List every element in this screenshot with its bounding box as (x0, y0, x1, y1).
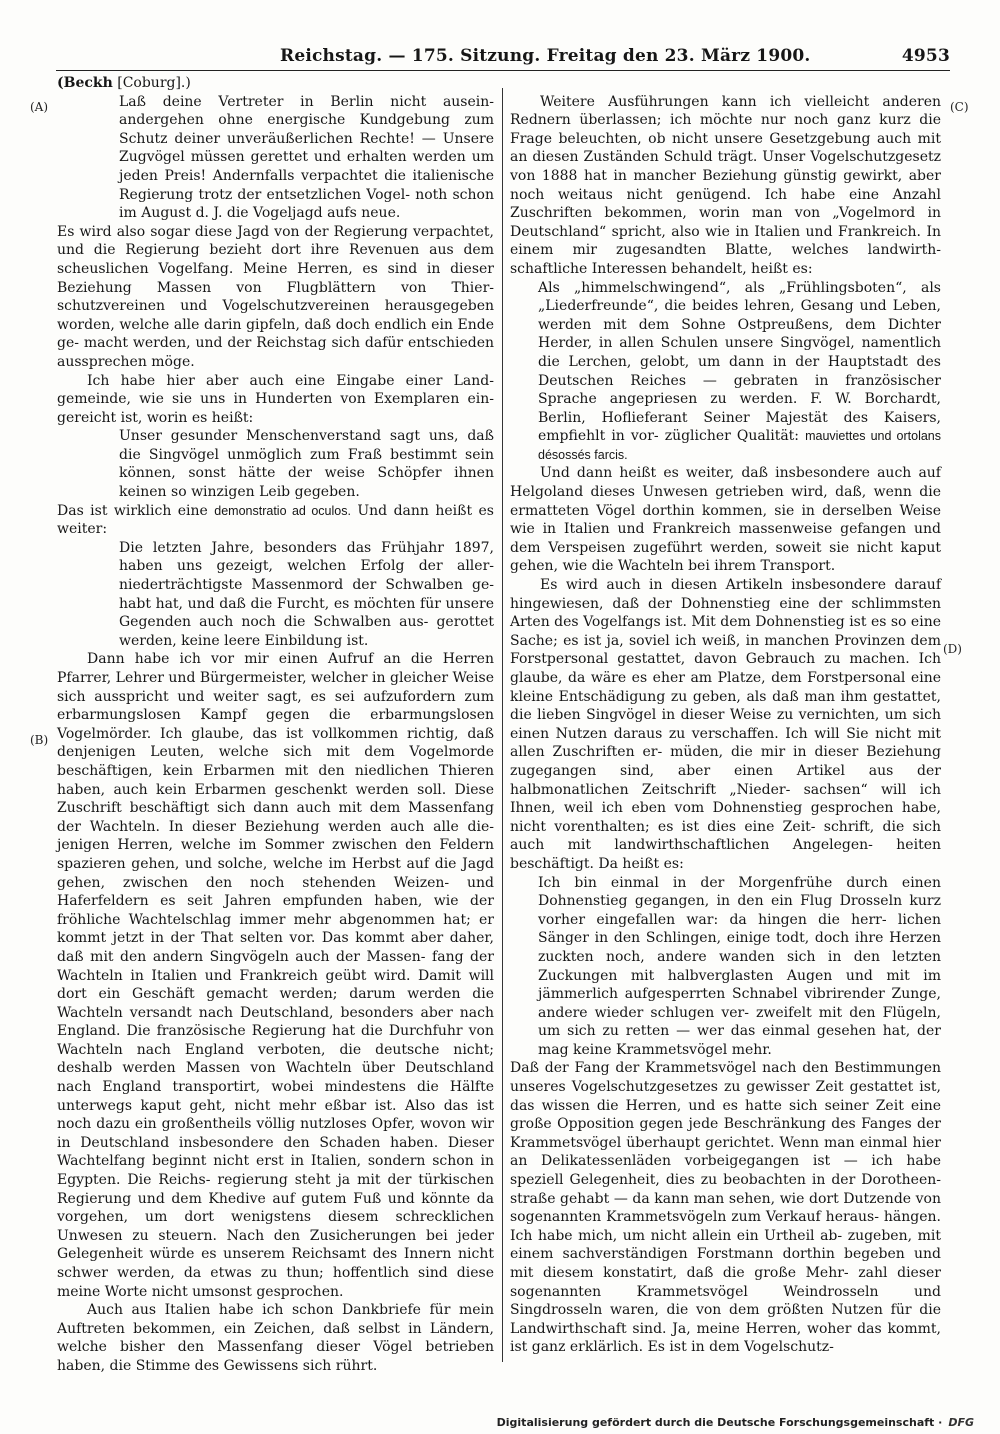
speaker-constituency: [Coburg].) (112, 75, 191, 91)
paragraph-text: Das ist wirklich eine (57, 502, 215, 519)
paragraph: Daß der Fang der Krammetsvögel nach den Bestimmungen unseres Vogelschutzgesetzes zu gewisser Zeit gestattet ist, das wissen die Herren, und es hatte sich seiner Zeit eine große Opposition gegen jede Beschränkung des Fanges der Krammetsvögel überhaupt gerichtet. Wenn man einmal hier an Delikatessenläden vorbeigegangen ist — ich habe speziell Gelegenheit, dies zu beobachten in der Dorotheen- straße gehabt — da kann man sehen, wie dort Dutzende von sogenannten Krammetsvögeln zum Verkauf heraus- hängen. Ich habe mich, um nicht allein ein Urtheil ab- zugeben, mit einem sachverständigen Forstmann dorthin begeben und mit diesem konstatirt, daß die große Mehr- zahl dieser sogenannten Krammetsvögel Weindrosseln und Singdrosseln waren, die von dem größten Nutzen für die Landwirthschaft sind. Ja, meine Herren, woher das kommt, ist ganz erklärlich. Es ist in dem Vogelschutz- (510, 1060, 941, 1356)
quote-text: Unser gesunder Menschenverstand sagt uns, daß die Singvögel unmöglich zum Fraß bestimmt sein können, sonst hätte der weise Schöpfer ihnen keinen so winzigen Leib gegeben. (119, 428, 494, 501)
speaker-name: (Beckh (57, 75, 113, 91)
latin-phrase: mauviettes und ortolans désossés farcis. (538, 429, 942, 462)
paragraph: Und dann heißt es weiter, daß insbesondere auch auf Helgoland dieses Unwesen getrieben wird, daß, wenn die ermatteten Vögel dorthin kommen, sie in derselben Weise wie in Italien und Frankreich massenweise gefangen und dem Verspeisen zugeführt werden, soweit sie nicht kaput gehen, wie die Wachteln bei ihrem Transport. (510, 465, 941, 575)
quote-block (538, 874, 941, 1060)
page-number: 4953 (901, 46, 950, 66)
quote-text: Laß deine Vertreter in Berlin nicht ausein- andergehen ohne energische Kundgebung zum Schutz deiner unveräußerlichen Rechte! — Unsere Zugvögel müssen gerettet und erhalten werden um jeden Preis! Andernfalls verpachtet die italienische Regierung trotz der entsetzlichen Vogel- noth schon im August d. J. die Vogeljagd aufs neue. (119, 93, 494, 222)
paragraph: Dann habe ich vor mir einen Aufruf an die Herren Pfarrer, Lehrer und Bürgermeister, welcher in gleicher Weise sich ausspricht und weiter sagt, es sei aufzufordern zum erbarmungslosen Kampf gegen die erbarmungslosen Vogelmörder. Ich glaube, das ist vollkommen richtig, daß denjenigen Leuten, welche sich mit dem Vogelmorde beschäftigen, kein Erbarmen mit den niedlichen Thieren haben, auch kein Erbarmen geschenkt werden soll. Diese Zuschrift beschäftigt sich dann auch mit dem Massenfang der Wachteln. In dieser Beziehung werden auch alle die- jenigen Herren, welche im Sommer zwischen den Feldern spazieren gehen, und solche, welche im Herbst auf die Jagd gehen, zwischen den noch stehenden Weizen- und Haferfeldern es seit Jahren empfunden haben, wie der fröhliche Wachtelschlag immer mehr abgenommen hat; er kommt jetzt in der That selten vor. Das kommt aber daher, daß mit den andern Singvögeln auch der Massen- fang der Wachteln in Italien und Frankreich geübt wird. Damit will dort ein Geschäft gemacht werden; darum werden die Wachteln versandt nach Deutschland, besonders aber nach England. Die französische Regierung hat die Durchfuhr von Wachteln nach England verboten, die deutsche nicht; deshalb werden Massen von Wachteln über Deutschland nach England transportirt, wobei mindestens die Hälfte unterwegs kaput geht, nicht mehr eßbar ist. Also das ist noch dazu ein großentheils völlig nutzloses Opfer, wovon wir in Deutschland insbesondere den Schaden haben. Dieser Wachtelfang beginnt nicht erst in Italien, sondern schon in Egypten. Die Reichs- regierung steht ja mit der türkischen Regierung und dem Khedive auf gutem Fuß und könnte da vorgehen, um dort wenigstens diesem schrecklichen Unwesen zu steuern. Nach den Zusicherungen bei jeder Gelegenheit würde es unserem Reichsamt des Innern nicht schwer werden, da etwas zu thun; hoffentlich sind diese meine Worte nicht umsonst gesprochen. (57, 651, 494, 1300)
quote-block (119, 539, 494, 651)
paragraph-text: Und dann heißt es weiter: (57, 502, 494, 538)
speaker-line (57, 74, 494, 93)
column-divider (502, 88, 503, 1362)
credit-text: Digitalisierung gefördert durch die Deutsche Forschungsgemeinschaft · (496, 1416, 943, 1429)
margin-mark-c: (C) (950, 100, 969, 114)
quote-text (538, 279, 941, 465)
quote-block (538, 279, 941, 465)
page-header (56, 44, 950, 68)
margin-mark-d: (D) (943, 642, 962, 656)
right-column (510, 74, 941, 1357)
paragraph: Auch aus Italien habe ich schon Dankbriefe für mein Auftreten bekommen, ein Zeichen, daß selbst in Ländern, welche bisher den Massenfang dieser Vögel betrieben haben, die Stimme des Gewissens sich rührt. (57, 1302, 494, 1374)
latin-phrase: demonstratio ad oculos. (214, 503, 351, 518)
quote-text: Die letzten Jahre, besonders das Frühjahr 1897, haben uns gezeigt, welchen Erfolg der aller- niederträchtigste Massenmord der Schwalben ge- habt hat, und daß die Furcht, es möchten für unsere Gegenden auch noch die Schwalben aus- gerottet werden, keine leere Einbildung ist. (119, 539, 494, 649)
dfg-logo: DFG (948, 1416, 974, 1429)
left-column (57, 74, 494, 1376)
paragraph: Ich habe hier aber auch eine Eingabe einer Land- gemeinde, wie sie uns in Hunderten von Exemplaren ein- gereicht ist, worin es heißt: (57, 372, 494, 426)
running-title: Reichstag. — 175. Sitzung. Freitag den 23. März 1900. (280, 46, 811, 66)
digitization-credit (497, 1416, 976, 1429)
paragraph (57, 502, 494, 539)
quote-block (119, 93, 494, 223)
margin-mark-a: (A) (30, 100, 49, 114)
header-rule (56, 70, 950, 71)
quote-block (119, 427, 494, 501)
quote-text-part: Als „himmelschwingend“, als „Frühlingsboten“, als „Liederfreunde“, die beides lehren, Gesang und Leben, werden mit dem Sohne Ostpreußens, dem Dichter Herder, in allen Schulen unsere Singvögel, namentlich die Lerchen, gelobt, um dann in der Hauptstadt des Deutschen Reiches — gebraten in französischer Sprache angepriesen zu werden. F. W. Borchardt, Berlin, Hoflieferant Seiner Majestät des Kaisers, empfiehlt in vor- züglicher Qualität: (538, 279, 941, 445)
quote-text: Ich bin einmal in der Morgenfrühe durch einen Dohnenstieg gegangen, in den ein Flug Drosseln kurz vorher eingefallen war: da hingen die herr- lichen Sänger in den Schlingen, einige todt, doch ihre Herzen zuckten noch, andere wanden sich in den letzten Zuckungen mit halbverglasten Augen und mit im jämmerlich aufgesperrten Schnabel vibrirender Zunge, andere wieder schlugen ver- zweifelt mit den Flügeln, um sich zu retten — wer das einmal gesehen hat, der mag keine Krammetsvögel mehr. (538, 874, 941, 1058)
margin-mark-b: (B) (30, 733, 49, 747)
paragraph: Es wird also sogar diese Jagd von der Regierung verpachtet, und die Regierung bezieht dort ihre Revenuen aus dem scheuslichen Vogelfang. Meine Herren, es sind in dieser Beziehung Massen von Flugblättern von Thier- schutzvereinen und Vogelschutzvereinen herausgegeben worden, welche alle darin gipfeln, daß doch endlich ein Ende ge- macht werden, und der Reichstag sich dafür entschieden aussprechen möge. (57, 223, 494, 370)
paragraph: Es wird auch in diesen Artikeln insbesondere darauf hingewiesen, daß der Dohnenstieg eine der schlimmsten Arten des Vogelfangs ist. Mit dem Dohnenstieg ist es so eine Sache; es ist ja, soviel ich weiß, in manchen Provinzen dem Forstpersonal gestattet, davon Gebrauch zu machen. Ich glaube, da wäre es eher am Platze, dem Forstpersonal eine kleine Entschädigung zu geben, als daß man ihm gestattet, die lieben Singvögel in dieser Weise zu vernichten, um sich einen Nutzen daraus zu verschaffen. Ich will Sie nicht mit allen Zuschriften er- müden, die mir in dieser Beziehung zugegangen sind, aber einen Artikel aus der halbmonatlichen Zeitschrift „Nieder- sachsen“ will ich Ihnen, weil ich eben vom Dohnenstieg gesprochen habe, nicht vorenthalten; es ist dies eine Zeit- schrift, die sich auch mit landwirthschaftlichen Angelegen- heiten beschäftigt. Da heißt es: (510, 577, 941, 872)
paragraph: Weitere Ausführungen kann ich vielleicht anderen Rednern überlassen; ich möchte nur noch ganz kurz die Frage beleuchten, ob nicht unsere Gesetzgebung auch mit an diesen Zuständen Schuld trägt. Unser Vogelschutzgesetz von 1888 hat in mancher Beziehung günstig gewirkt, aber noch weitaus nicht genügend. Ich habe eine Anzahl Zuschriften bekommen, worin man von „Vogelmord in Deutschland“ spricht, also wie in Italien und Frankreich. In einem mir zugesandten Blatte, welches landwirth- schaftliche Interessen behandelt, heißt es: (510, 93, 941, 277)
